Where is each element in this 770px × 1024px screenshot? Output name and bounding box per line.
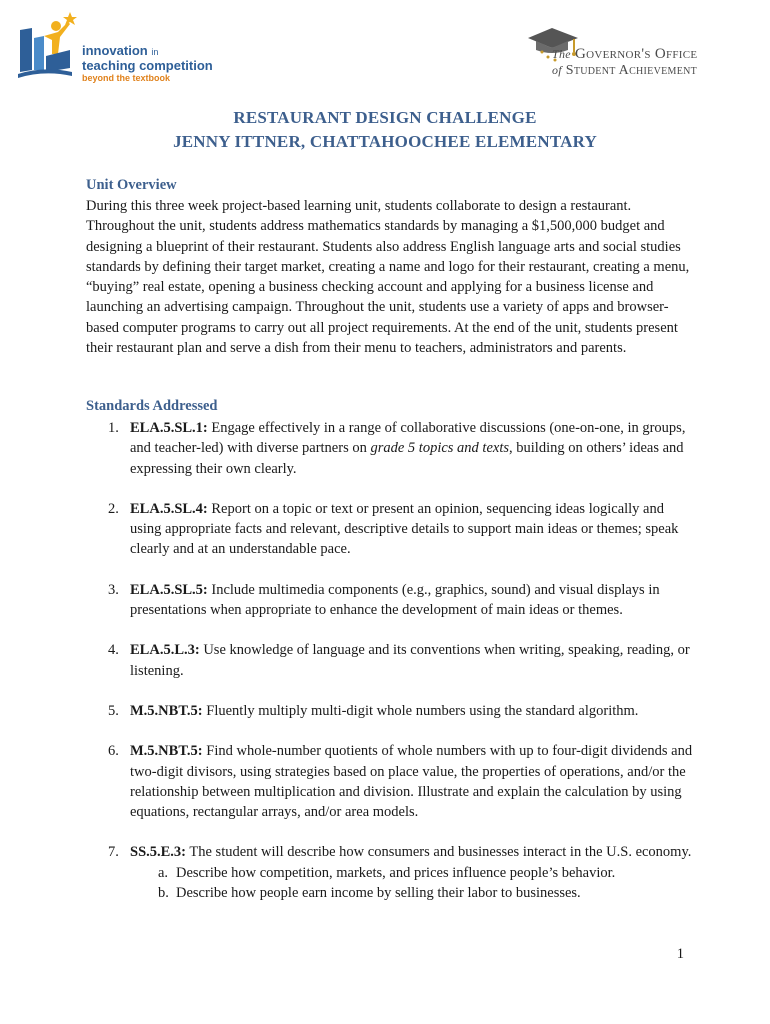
governors-office-logo <box>522 24 702 80</box>
page-number: 1 <box>676 946 684 962</box>
standard-text: Include multimedia components (e.g., graphics, sound) and visual displays in presentations when appropriate to enhance the development of main ideas or themes. <box>130 581 660 619</box>
sub-standard-list <box>130 863 696 904</box>
standard-item <box>86 842 696 903</box>
standard-text: Fluently multiply multi-digit whole numbers using the standard algorithm. <box>202 702 639 719</box>
standard-text: The student will describe how consumers and businesses interact in the U.S. economy. <box>186 844 692 861</box>
standard-item <box>86 741 696 822</box>
standard-code: M.5.NBT.5: <box>130 743 203 760</box>
standard-code: ELA.5.SL.4: <box>130 500 208 517</box>
title-line-2: JENNY ITTNER, CHATTAHOOCHEE ELEMENTARY <box>173 132 597 151</box>
book-figure-logo-icon <box>14 10 80 80</box>
standard-number: 2. <box>108 500 119 517</box>
standard-italic-text: grade 5 topics and texts <box>370 440 510 457</box>
logo-line-innovation: innovation <box>82 43 148 58</box>
standard-code: SS.5.E.3: <box>130 844 187 861</box>
standards-list <box>86 418 696 923</box>
logo-line-teaching-competition: teaching competition <box>82 58 213 73</box>
sub-standard-text: Describe how people earn income by selling their labor to businesses. <box>176 885 581 902</box>
standard-code: M.5.NBT.5: <box>130 702 203 719</box>
logo-of: of <box>552 63 562 77</box>
sub-standard-letter: a. <box>158 864 169 881</box>
governors-office-text <box>552 46 697 79</box>
logo-line-beyond-textbook: beyond the textbook <box>82 73 171 83</box>
document-title <box>0 106 770 154</box>
logo-text <box>82 44 213 85</box>
standard-number: 1. <box>108 420 119 436</box>
standards-heading: Standards Addressed <box>86 398 218 414</box>
innovation-in-teaching-logo <box>14 6 214 86</box>
sub-standard-item <box>130 863 696 883</box>
sub-standard-text: Describe how competition, markets, and prices influence people’s behavior. <box>176 864 616 881</box>
standard-item <box>86 640 696 681</box>
standard-number: 5. <box>108 702 119 719</box>
standard-code: ELA.5.SL.5: <box>130 581 208 598</box>
standard-item <box>86 418 696 479</box>
sub-standard-letter: b. <box>158 885 169 902</box>
logo-student-achievement: Student Achievement <box>565 63 698 78</box>
standard-number: 6. <box>108 743 119 760</box>
standard-text: Report on a topic or text or present an opinion, sequencing ideas logically and using appropriate facts and relevant, descriptive details to support main ideas or themes; speak clearly and at an understandable pace. <box>130 500 679 558</box>
standard-text: Engage effectively in a range of collaborative discussions (one-on-one, in groups, and teacher-led) with diverse partners on <box>130 420 686 457</box>
standard-text-end: , building on others’ ideas and expressing their own clearly. <box>130 440 684 477</box>
sub-standard-item <box>130 883 696 903</box>
unit-overview-paragraph: During this three week project-based learning unit, students collaborate to design a restaurant. Throughout the unit, students address mathematics standards by managing a $1,500,000 budget and designing a blueprint of their restaurant. Students also address English language arts and social studies standards by defining their target market, creating a name and logo for their restaurant, creating a menu, “buying” real estate, opening a business checking account and applying for a business license and launching an advertising campaign. Throughout the unit, students use a variety of apps and browser-based computer programs to carry out all project requirements. At the end of the unit, students present their restaurant plan and serve a dish from their menu to teachers, administrators and parents. <box>86 198 690 357</box>
standard-code: ELA.5.SL.1: <box>130 420 208 436</box>
standard-text: Find whole-number quotients of whole numbers with up to four-digit dividends and two-digit divisors, using strategies based on place value, the properties of operations, and/or the relationship between multiplication and division. Illustrate and explain the calculation by using equations, rectangular arrays, and/or area models. <box>130 743 693 821</box>
standard-text: Use knowledge of language and its conventions when writing, speaking, reading, or listening. <box>130 642 690 679</box>
standard-number: 3. <box>108 581 119 598</box>
unit-overview-heading: Unit Overview <box>86 177 177 193</box>
logo-the: The <box>552 47 571 61</box>
title-line-1: RESTAURANT DESIGN CHALLENGE <box>233 108 537 127</box>
standard-code: ELA.5.L.3: <box>130 642 200 659</box>
standard-number: 4. <box>108 642 119 659</box>
logo-governors-office: Governor's Office <box>574 46 698 62</box>
standard-item <box>86 580 696 621</box>
standard-item <box>86 499 696 560</box>
standard-number: 7. <box>108 844 119 861</box>
standard-item <box>86 701 696 721</box>
logo-line-in: in <box>151 47 159 57</box>
